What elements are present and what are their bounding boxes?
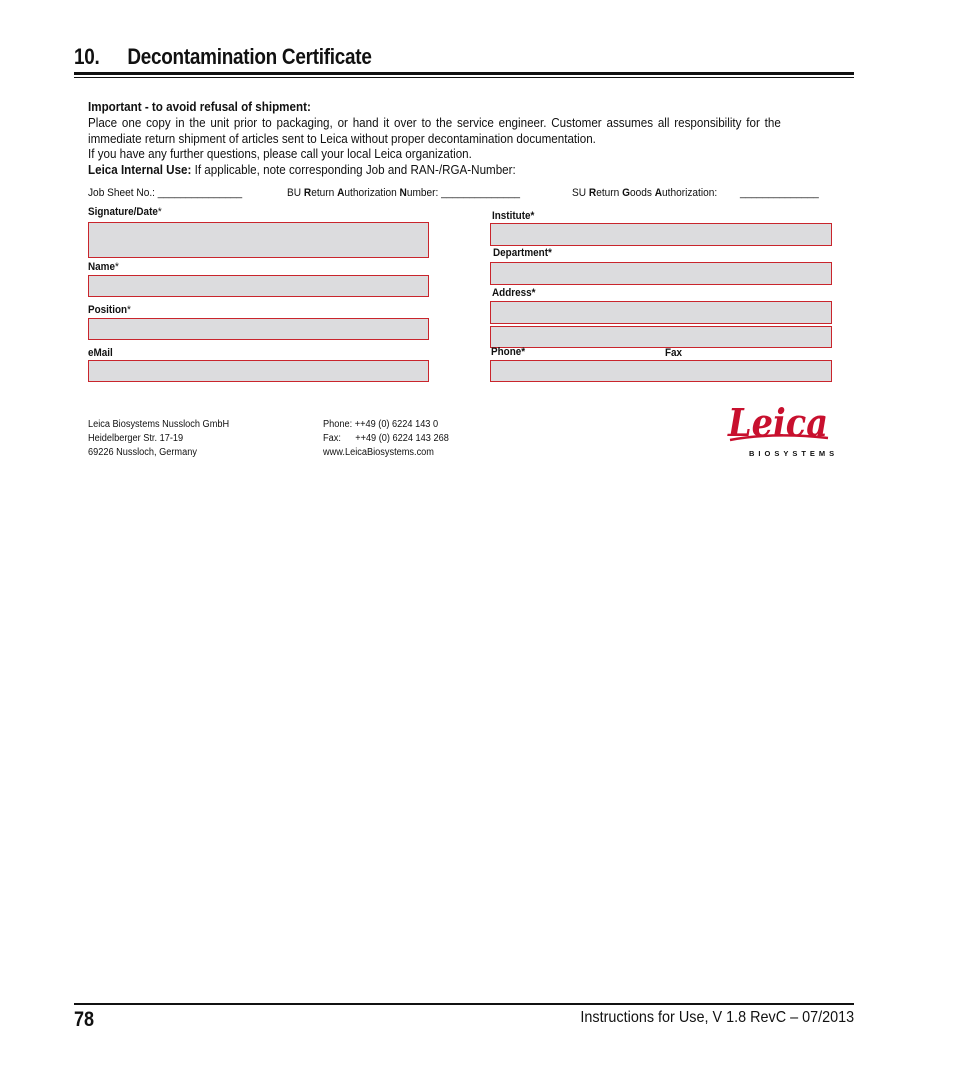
position-field[interactable]: [88, 318, 429, 340]
su-rga-blank: ______________: [740, 187, 819, 199]
footer-rule: [74, 1003, 854, 1005]
chapter-title: Decontamination Certificate: [127, 44, 372, 69]
company-street: Heidelberger Str. 17-19: [88, 433, 184, 444]
page-title: [74, 44, 372, 70]
department-field[interactable]: [490, 262, 832, 285]
phone-label: Phone*: [491, 346, 526, 358]
su-rga-ref: SU Return Goods Authorization:: [572, 187, 718, 199]
address-field-line1[interactable]: [490, 301, 832, 324]
title-rule: [74, 72, 854, 75]
intro-block: [88, 100, 781, 179]
internal-use-label: Leica Internal Use:: [88, 163, 192, 178]
signature-date-field[interactable]: [88, 222, 429, 258]
logo-wordmark: Leica: [727, 400, 828, 445]
internal-use-line: [88, 163, 781, 179]
department-label: Department*: [493, 247, 552, 259]
position-label: Position*: [88, 304, 131, 316]
fax-label: Fax: [665, 347, 683, 359]
address-field-line2[interactable]: [490, 326, 832, 348]
company-address: [88, 418, 229, 460]
name-label: Name*: [88, 261, 119, 273]
chapter-number: 10.: [74, 44, 100, 69]
company-fax: Fax: ++49 (0) 6224 143 268: [323, 433, 449, 444]
institute-label: Institute*: [492, 210, 535, 222]
address-label: Address*: [492, 287, 536, 299]
company-website: www.LeicaBiosystems.com: [323, 447, 434, 458]
email-field[interactable]: [88, 360, 429, 382]
phone-fax-field[interactable]: [490, 360, 832, 382]
company-contact: [323, 418, 449, 460]
company-city: 69226 Nussloch, Germany: [88, 447, 197, 458]
important-heading: Important - to avoid refusal of shipment:: [88, 100, 311, 114]
intro-questions: If you have any further questions, please call your local Leica organization.: [88, 147, 472, 162]
document-info: Instructions for Use, V 1.8 RevC – 07/2013: [580, 1009, 854, 1026]
intro-body: Place one copy in the unit prior to packaging, or hand it over to the service engineer. Customer assumes all responsibility for the immediate return shipment of articles sent to Leica without proper decontamination documentation.: [88, 115, 781, 146]
company-name: Leica Biosystems Nussloch GmbH: [88, 419, 230, 430]
job-sheet-ref: Job Sheet No.: _______________: [88, 187, 243, 199]
page-number: 78: [74, 1008, 95, 1031]
company-phone: Phone: ++49 (0) 6224 143 0: [323, 419, 439, 430]
internal-use-text: If applicable, note corresponding Job and RAN-/RGA-Number:: [191, 163, 516, 178]
title-rule-thin: [74, 77, 854, 78]
institute-field[interactable]: [490, 223, 832, 246]
signature-label: Signature/Date*: [88, 206, 162, 218]
logo-tagline: BIOSYSTEMS: [749, 449, 839, 458]
name-field[interactable]: [88, 275, 429, 297]
bu-ran-ref: BU Return Authorization Number: ______________: [287, 187, 520, 199]
email-label: eMail: [88, 347, 113, 359]
